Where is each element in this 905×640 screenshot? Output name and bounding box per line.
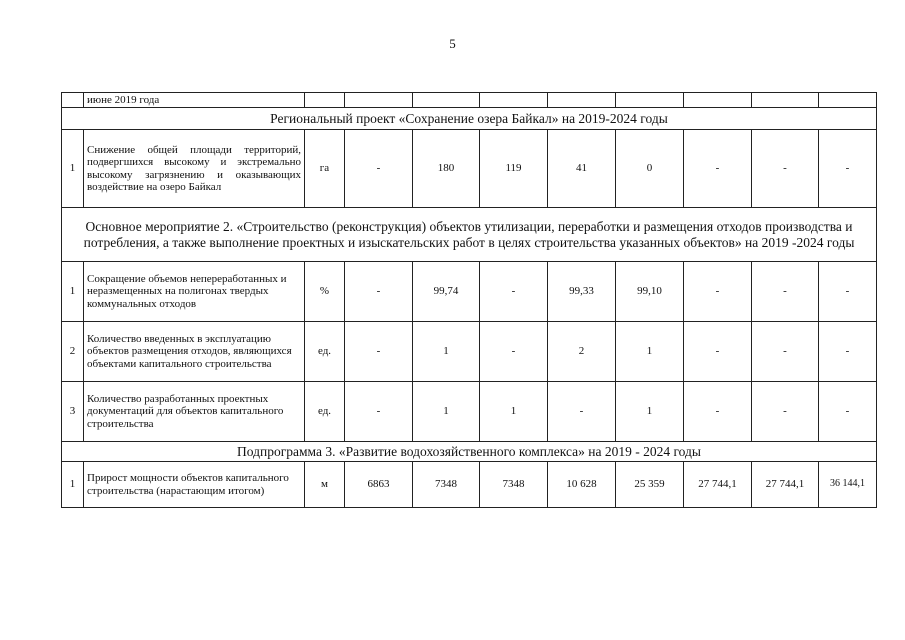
section-header-row xyxy=(62,108,877,130)
indicator-name-cell: июне 2019 года xyxy=(84,93,305,108)
unit-cell xyxy=(305,93,345,108)
value-cell: - xyxy=(752,322,819,382)
value-cell: 7348 xyxy=(413,462,480,508)
value-cell: - xyxy=(684,382,752,442)
value-cell: 27 744,1 xyxy=(684,462,752,508)
indicator-name-cell: Количество введенных в эксплуатацию объектов размещения отходов, являющихся объектами капитального строительства xyxy=(84,322,305,382)
value-cell: - xyxy=(819,130,877,208)
value-cell xyxy=(413,93,480,108)
value-cell xyxy=(480,93,548,108)
section-title: Региональный проект «Сохранение озера Байкал» на 2019-2024 годы xyxy=(62,108,877,130)
value-cell: 180 xyxy=(413,130,480,208)
section-title: Подпрограмма 3. «Развитие водохозяйственного комплекса» на 2019 - 2024 годы xyxy=(62,442,877,462)
table-row xyxy=(62,322,877,382)
value-cell: - xyxy=(684,262,752,322)
section-header-row xyxy=(62,442,877,462)
indicator-name-cell: Снижение общей площади территорий, подвергшихся высокому и экстремально высокому загрязнению и оказывающих воздействие на озеро Байкал xyxy=(84,130,305,208)
value-cell: 1 xyxy=(616,382,684,442)
value-cell: - xyxy=(345,262,413,322)
value-cell: 10 628 xyxy=(548,462,616,508)
row-number-cell: 2 xyxy=(62,322,84,382)
value-cell: - xyxy=(819,322,877,382)
table-row xyxy=(62,93,877,108)
page-number: 5 xyxy=(449,36,456,51)
indicator-name-cell: Количество разработанных проектных документаций для объектов капитального строительства xyxy=(84,382,305,442)
table-row xyxy=(62,262,877,322)
row-number-cell: 1 xyxy=(62,462,84,508)
unit-cell: га xyxy=(305,130,345,208)
value-cell: 99,10 xyxy=(616,262,684,322)
value-cell: 1 xyxy=(616,322,684,382)
value-cell xyxy=(548,93,616,108)
value-cell xyxy=(819,93,877,108)
value-cell: 1 xyxy=(413,322,480,382)
value-cell: - xyxy=(480,322,548,382)
value-cell xyxy=(616,93,684,108)
value-cell: - xyxy=(752,262,819,322)
indicator-name-cell: Прирост мощности объектов капитального строительства (нарастающим итогом) xyxy=(84,462,305,508)
unit-cell: м xyxy=(305,462,345,508)
section-title: Основное мероприятие 2. «Строительство (реконструкция) объектов утилизации, переработки и размещения отходов производства и потребления, а также выполнение проектных и изыскательских работ в целях строительства указанных объектов» на 2019 -2024 годы xyxy=(62,208,877,262)
value-cell: - xyxy=(819,262,877,322)
value-cell xyxy=(752,93,819,108)
value-cell: 99,33 xyxy=(548,262,616,322)
table-row xyxy=(62,462,877,508)
value-cell: 119 xyxy=(480,130,548,208)
value-cell: - xyxy=(752,130,819,208)
value-cell: 41 xyxy=(548,130,616,208)
value-cell: - xyxy=(345,382,413,442)
value-cell: - xyxy=(684,322,752,382)
indicator-name-cell: Сокращение объемов непереработанных и неразмещенных на полигонах твердых коммунальных отходов xyxy=(84,262,305,322)
table-row xyxy=(62,130,877,208)
value-cell: 1 xyxy=(480,382,548,442)
value-cell: 7348 xyxy=(480,462,548,508)
unit-cell: ед. xyxy=(305,322,345,382)
value-cell xyxy=(345,93,413,108)
value-cell: - xyxy=(548,382,616,442)
value-cell: - xyxy=(684,130,752,208)
value-cell: - xyxy=(819,382,877,442)
indicators-table xyxy=(61,92,877,508)
value-cell: 0 xyxy=(616,130,684,208)
value-cell: 36 144,1 xyxy=(819,462,877,508)
value-cell: - xyxy=(345,322,413,382)
value-cell: - xyxy=(480,262,548,322)
value-cell: 6863 xyxy=(345,462,413,508)
unit-cell: ед. xyxy=(305,382,345,442)
table-row xyxy=(62,382,877,442)
value-cell: 25 359 xyxy=(616,462,684,508)
row-number-cell: 3 xyxy=(62,382,84,442)
value-cell xyxy=(684,93,752,108)
value-cell: - xyxy=(752,382,819,442)
row-number-cell: 1 xyxy=(62,262,84,322)
unit-cell: % xyxy=(305,262,345,322)
value-cell: 27 744,1 xyxy=(752,462,819,508)
row-number-cell xyxy=(62,93,84,108)
value-cell: 99,74 xyxy=(413,262,480,322)
section-header-row xyxy=(62,208,877,262)
value-cell: 1 xyxy=(413,382,480,442)
value-cell: - xyxy=(345,130,413,208)
value-cell: 2 xyxy=(548,322,616,382)
row-number-cell: 1 xyxy=(62,130,84,208)
